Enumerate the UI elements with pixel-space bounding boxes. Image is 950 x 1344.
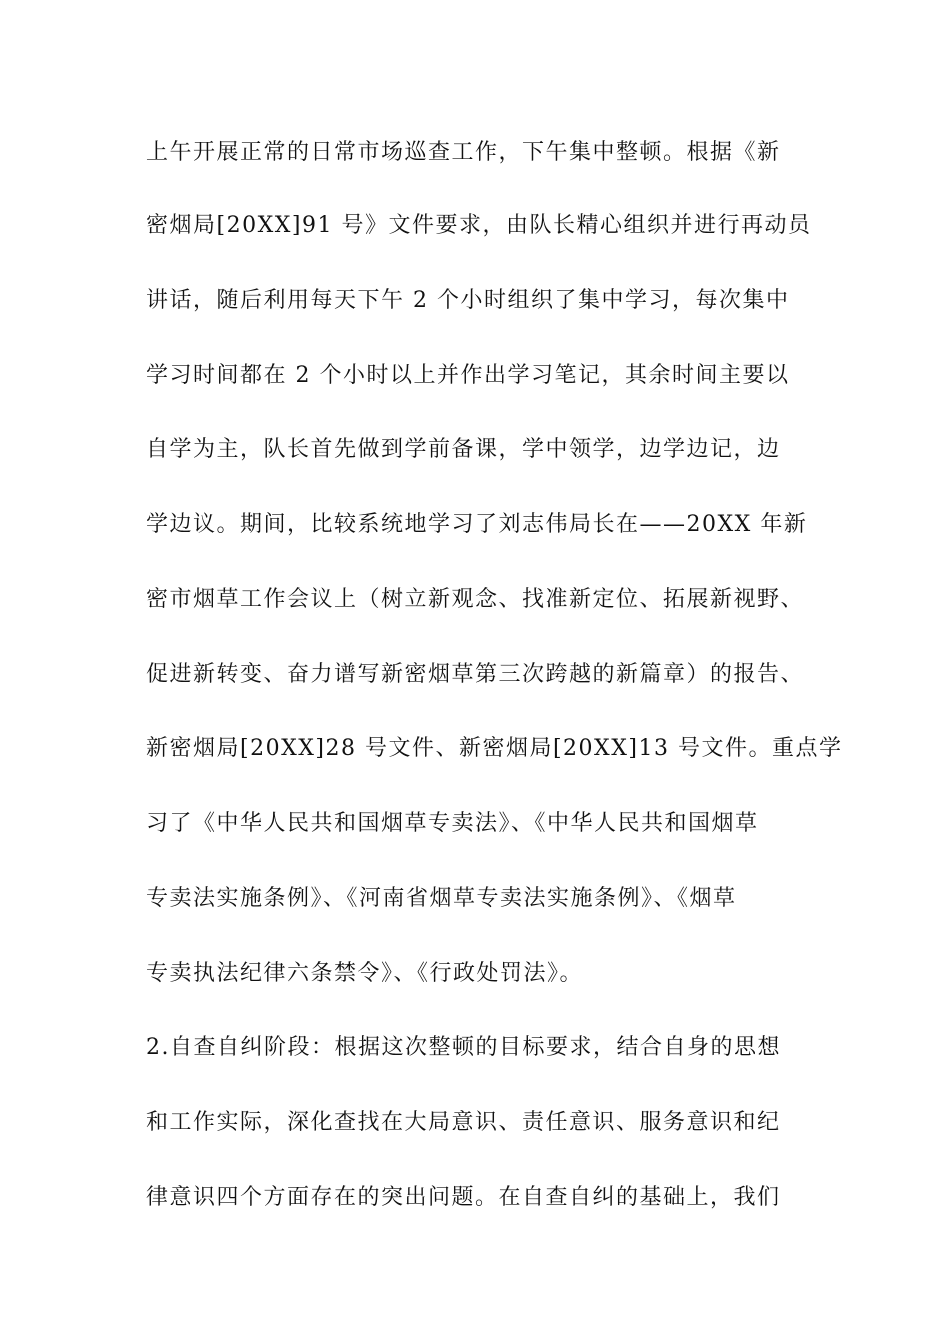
text-line: 密烟局[20XX]91 号》文件要求，由队长精心组织并进行再动员 [146,213,812,238]
text-line: 学边议。期间，比较系统地学习了刘志伟局长在——20XX 年新 [146,512,808,537]
text-line: 专卖法实施条例》、《河南省烟草专卖法实施条例》、《烟草 [146,886,737,911]
text-line: 促进新转变、奋力谱写新密烟草第三次跨越的新篇章）的报告、 [146,662,805,687]
text-line: 新密烟局[20XX]28 号文件、新密烟局[20XX]13 号文件。重点学 [146,736,843,761]
text-line: 上午开展正常的日常市场巡查工作，下午集中整顿。根据《新 [146,140,781,165]
text-line: 律意识四个方面存在的突出问题。在自查自纠的基础上，我们 [146,1185,781,1210]
text-line: 密市烟草工作会议上（树立新观念、找准新定位、拓展新视野、 [146,587,805,612]
text-line: 学习时间都在 2 个小时以上并作出学习笔记，其余时间主要以 [146,363,790,388]
text-line: 2.自查自纠阶段：根据这次整顿的目标要求，结合自身的思想 [146,1035,781,1060]
text-line: 和工作实际，深化查找在大局意识、责任意识、服务意识和纪 [146,1110,781,1135]
text-line: 习了《中华人民共和国烟草专卖法》、《中华人民共和国烟草 [146,811,759,836]
text-line: 自学为主，队长首先做到学前备课，学中领学，边学边记，边 [146,437,781,462]
text-line: 讲话，随后利用每天下午 2 个小时组织了集中学习，每次集中 [146,288,790,313]
text-line: 专卖执法纪律六条禁令》、《行政处罚法》。 [146,961,584,986]
